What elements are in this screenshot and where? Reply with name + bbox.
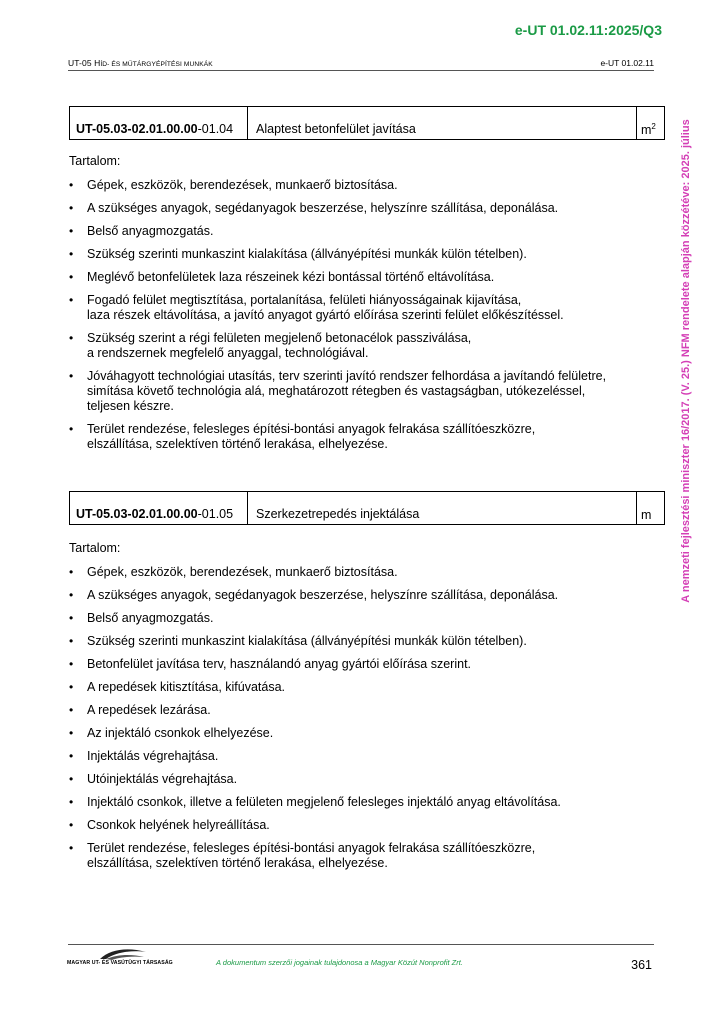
list-item-text: Belső anyagmozgatás.: [87, 611, 214, 625]
contents-list: [69, 565, 649, 871]
list-item-text: A szükséges anyagok, segédanyagok beszerzése, helyszínre szállítása, deponálása.: [87, 201, 559, 215]
list-item-text: Belső anyagmozgatás.: [87, 224, 214, 238]
bullet-icon: •: [69, 178, 74, 192]
list-item-text: Terület rendezése, felesleges építési-bontási anyagok felrakása szállítóeszközre, elszállítása, szelektíven történő lerakása, elhelyezése.: [87, 422, 536, 451]
bullet-icon: •: [69, 331, 74, 345]
list-item-text: Szükség szerinti munkaszint kialakítása (állványépítési munkák külön tételben).: [87, 634, 527, 648]
list-item: [69, 726, 649, 741]
bullet-icon: •: [69, 680, 74, 694]
bullet-icon: •: [69, 247, 74, 261]
list-item: [69, 293, 649, 323]
list-item: [69, 657, 649, 672]
bullet-icon: •: [69, 841, 74, 855]
contents-label: Tartalom:: [69, 154, 121, 168]
bullet-icon: •: [69, 749, 74, 763]
list-item: [69, 703, 649, 718]
list-item-text: Meglévő betonfelületek laza részeinek kézi bontással történő eltávolítása.: [87, 270, 495, 284]
page-number: 361: [631, 958, 652, 972]
contents-list: [69, 178, 649, 452]
bullet-icon: •: [69, 565, 74, 579]
list-item-text: Injektálás végrehajtása.: [87, 749, 219, 763]
item-unit: [637, 107, 664, 139]
association-logo-icon: [66, 946, 170, 970]
bullet-icon: •: [69, 201, 74, 215]
list-item-text: A repedések lezárása.: [87, 703, 211, 717]
list-item: [69, 178, 649, 193]
item-header-box: [69, 106, 665, 140]
list-item: [69, 680, 649, 695]
list-item: [69, 588, 649, 603]
list-item: [69, 270, 649, 285]
list-item-text: Csonkok helyének helyreállítása.: [87, 818, 270, 832]
item-code: [70, 107, 248, 139]
list-item: [69, 611, 649, 626]
item-code-suffix: -01.04: [197, 122, 234, 136]
list-item-text: Szükség szerint a régi felületen megjelenő betonacélok passziválása, a rendszernek megfelelő anyaggal, technológiával.: [87, 331, 472, 360]
item-unit-exponent: 2: [651, 122, 656, 131]
bullet-icon: •: [69, 611, 74, 625]
side-publication-note: [676, 88, 696, 633]
list-item: [69, 422, 649, 452]
chapter-title: [68, 58, 213, 68]
bullet-icon: •: [69, 703, 74, 717]
list-item: [69, 749, 649, 764]
header-document-code: e-UT 01.02.11: [600, 58, 654, 68]
list-item: [69, 201, 649, 216]
list-item: [69, 331, 649, 361]
list-item-text: Injektáló csonkok, illetve a felületen megjelenő felesleges injektáló anyag eltávolítása.: [87, 795, 561, 809]
footer-divider: [68, 944, 654, 945]
list-item-text: Betonfelület javítása terv, használandó anyag gyártói előírása szerint.: [87, 657, 472, 671]
document-code: e-UT 01.02.11:2025/Q3: [514, 22, 662, 38]
list-item-text: Az injektáló csonkok elhelyezése.: [87, 726, 274, 740]
list-item: [69, 634, 649, 649]
header-divider: [68, 70, 654, 71]
list-item-text: Fogadó felület megtisztítása, portalanítása, felületi hiányosságainak kijavítása, laza részek eltávolítása, a javító anyagot gyártó előírása szerinti felület előkészítéssel.: [87, 293, 564, 322]
item-contents: [69, 154, 649, 460]
list-item: [69, 795, 649, 810]
list-item: [69, 247, 649, 262]
list-item: [69, 565, 649, 580]
bullet-icon: •: [69, 369, 74, 383]
list-item-text: A szükséges anyagok, segédanyagok beszerzése, helyszínre szállítása, deponálása.: [87, 588, 559, 602]
list-item: [69, 818, 649, 833]
list-item: [69, 224, 649, 239]
item-name: Alaptest betonfelület javítása: [248, 107, 637, 139]
contents-label: Tartalom:: [69, 541, 121, 555]
item-code-suffix: -01.05: [197, 507, 234, 521]
list-item-text: Utóinjektálás végrehajtása.: [87, 772, 238, 786]
bullet-icon: •: [69, 795, 74, 809]
bullet-icon: •: [69, 726, 74, 740]
list-item-text: A repedések kitisztítása, kifúvatása.: [87, 680, 286, 694]
bullet-icon: •: [69, 657, 74, 671]
item-name: Szerkezetrepedés injektálása: [248, 492, 637, 524]
side-publication-note-text: A nemzeti fejlesztési miniszter 16/2017. (V. 25.) NFM rendelete alapján közzétéve: 2025. július: [680, 118, 692, 603]
bullet-icon: •: [69, 422, 74, 436]
bullet-icon: •: [69, 293, 74, 307]
list-item-text: Szükség szerinti munkaszint kialakítása (állványépítési munkák külön tételben).: [87, 247, 527, 261]
item-unit: [637, 492, 664, 524]
list-item-text: Terület rendezése, felesleges építési-bontási anyagok felrakása szállítóeszközre, elszállítása, szelektíven történő lerakása, elhelyezése.: [87, 841, 536, 870]
item-unit-base: m: [641, 123, 652, 138]
item-code-main: UT-05.03-02.01.00.00: [76, 507, 198, 521]
bullet-icon: •: [69, 224, 74, 238]
chapter-title-small: ÍD- ÉS MŰTÁRGYÉPÍTÉSI MUNKÁK: [100, 61, 213, 68]
bullet-icon: •: [69, 588, 74, 602]
bullet-icon: •: [69, 818, 74, 832]
item-contents: [69, 541, 649, 879]
list-item: [69, 369, 649, 414]
chapter-title-main: UT-05 H: [68, 58, 101, 68]
association-logo-text: MAGYAR UT- ÉS VASÚTÜGYI TÁRSASÁG: [67, 960, 173, 966]
item-code: [70, 492, 248, 524]
bullet-icon: •: [69, 772, 74, 786]
list-item: [69, 841, 649, 871]
item-header-box: [69, 491, 665, 525]
list-item: [69, 772, 649, 787]
list-item-text: Gépek, eszközök, berendezések, munkaerő biztosítása.: [87, 178, 398, 192]
bullet-icon: •: [69, 634, 74, 648]
copyright-notice: A dokumentum szerzői jogainak tulajdonosa a Magyar Közút Nonprofit Zrt.: [216, 958, 463, 967]
item-code-main: UT-05.03-02.01.00.00: [76, 122, 198, 136]
item-unit-base: m: [641, 508, 652, 523]
list-item-text: Gépek, eszközök, berendezések, munkaerő biztosítása.: [87, 565, 398, 579]
bullet-icon: •: [69, 270, 74, 284]
list-item-text: Jóváhagyott technológiai utasítás, terv szerinti javító rendszer felhordása a javítandó felületre, simítása követő technológia alá, meghatározott rétegben és vastagságban, utókezeléssel, teljesen készre.: [87, 369, 607, 413]
